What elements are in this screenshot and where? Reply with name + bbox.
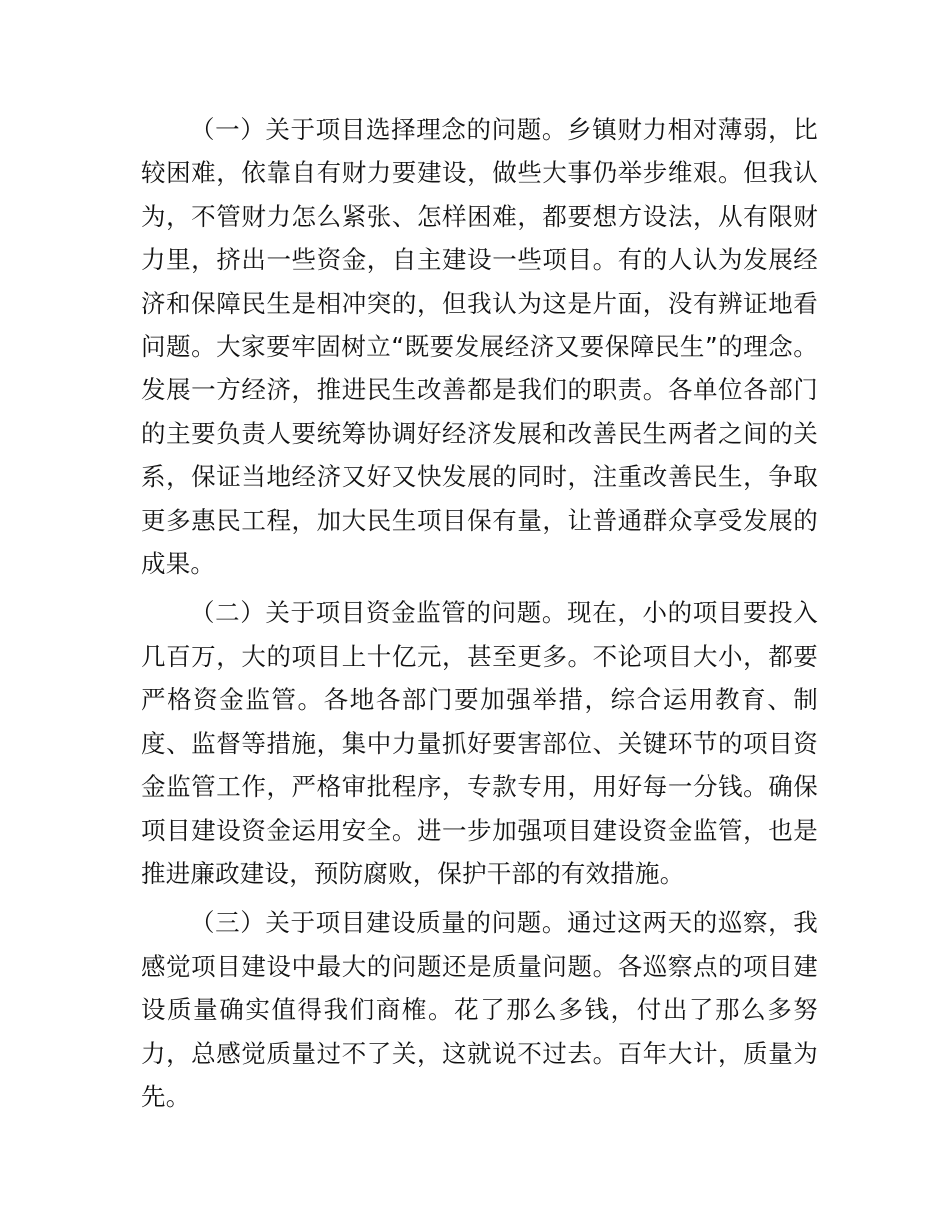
paragraph-fund-supervision: （二）关于项目资金监管的问题。现在，小的项目要投入几百万，大的项目上十亿元，甚至更多。不论项目大小，都要严格资金监管。各地各部门要加强举措，综合运用教育、制度、监督等措施，集中力量抓好要害部位、关键环节的项目资金监管工作，严格审批程序，专款专用，用好每一分钱。确保项目建设资金运用安全。进一步加强项目建设资金监管，也是推进廉政建设，预防腐败，保护干部的有效措施。 (141, 598, 818, 888)
document-body (141, 108, 818, 1124)
paragraph-project-selection: （一）关于项目选择理念的问题。乡镇财力相对薄弱，比较困难，依靠自有财力要建设，做些大事仍举步维艰。但我认为，不管财力怎么紧张、怎样困难，都要想方设法，从有限财力里，挤出一些资金，自主建设一些项目。有的人认为发展经济和保障民生是相冲突的，但我认为这是片面，没有辨证地看问题。大家要牢固树立“既要发展经济又要保障民生”的理念。发展一方经济，推进民生改善都是我们的职责。各单位各部门的主要负责人要统筹协调好经济发展和改善民生两者之间的关系，保证当地经济又好又快发展的同时，注重改善民生，争取更多惠民工程，加大民生项目保有量，让普通群众享受发展的成果。 (141, 115, 818, 579)
paragraph-construction-quality: （三）关于项目建设质量的问题。通过这两天的巡察，我感觉项目建设中最大的问题还是质量问题。各巡察点的项目建设质量确实值得我们商榷。花了那么多钱，付出了那么多努力，总感觉质量过不了关，这就说不过去。百年大计，质量为先。 (141, 908, 818, 1111)
